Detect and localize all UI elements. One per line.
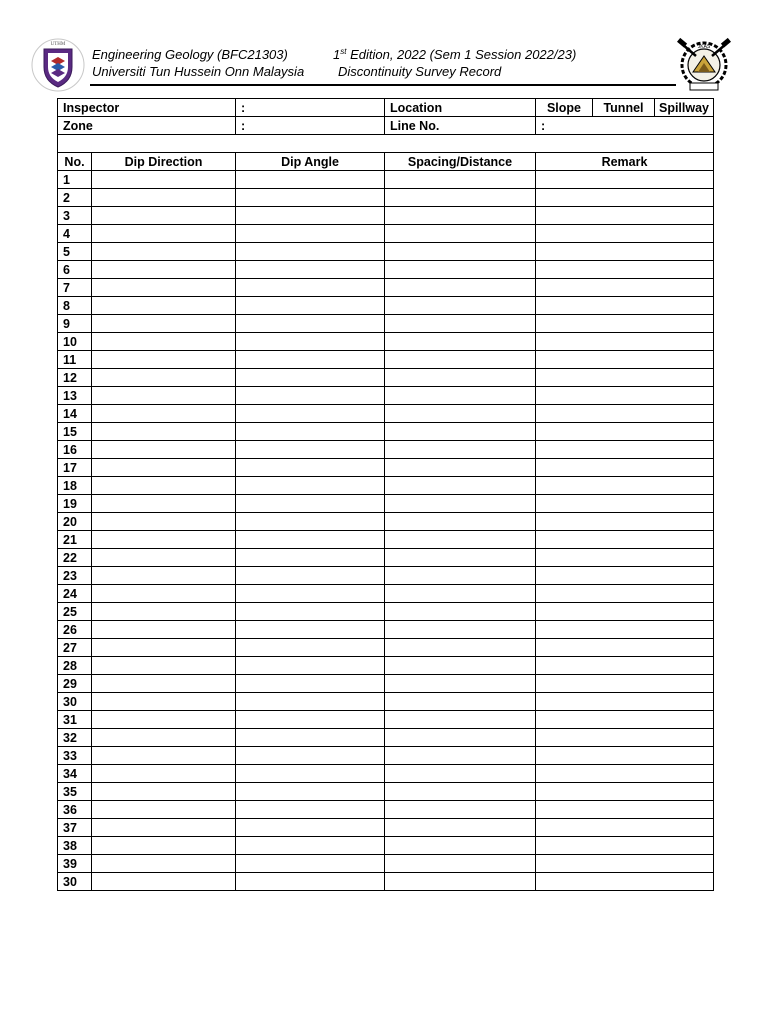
dip-direction-cell[interactable] (92, 405, 236, 423)
header-rule (90, 84, 676, 86)
table-row (58, 279, 714, 297)
spacing-cell[interactable] (385, 207, 536, 225)
dip-angle-cell[interactable] (236, 657, 385, 675)
remark-cell[interactable] (536, 189, 714, 207)
spacing-cell[interactable] (385, 747, 536, 765)
spacing-cell[interactable] (385, 567, 536, 585)
remark-cell[interactable] (536, 729, 714, 747)
table-row (58, 765, 714, 783)
dip-direction-cell[interactable] (92, 495, 236, 513)
dip-angle-cell[interactable] (236, 333, 385, 351)
row-number: 15 (58, 423, 92, 441)
dip-angle-cell[interactable] (236, 873, 385, 891)
remark-cell[interactable] (536, 333, 714, 351)
dip-angle-cell[interactable] (236, 243, 385, 261)
dip-direction-cell[interactable] (92, 783, 236, 801)
spacing-cell[interactable] (385, 765, 536, 783)
remark-cell[interactable] (536, 387, 714, 405)
info-table (57, 98, 714, 152)
row-number: 13 (58, 387, 92, 405)
spacing-cell[interactable] (385, 243, 536, 261)
remark-cell[interactable] (536, 873, 714, 891)
svg-text:UTHM: UTHM (50, 42, 66, 47)
dip-direction-cell[interactable] (92, 657, 236, 675)
remark-cell[interactable] (536, 369, 714, 387)
remark-cell[interactable] (536, 639, 714, 657)
survey-table (57, 152, 714, 891)
dip-direction-cell[interactable] (92, 243, 236, 261)
row-number: 31 (58, 711, 92, 729)
dip-angle-cell[interactable] (236, 729, 385, 747)
dip-angle-cell[interactable] (236, 639, 385, 657)
spacing-cell[interactable] (385, 279, 536, 297)
col-dip-direction-header: Dip Direction (92, 153, 236, 171)
remark-cell[interactable] (536, 279, 714, 297)
table-row (58, 225, 714, 243)
remark-cell[interactable] (536, 243, 714, 261)
dip-angle-cell[interactable] (236, 315, 385, 333)
table-row (58, 549, 714, 567)
row-number: 4 (58, 225, 92, 243)
dip-direction-cell[interactable] (92, 567, 236, 585)
remark-cell[interactable] (536, 225, 714, 243)
spacing-cell[interactable] (385, 369, 536, 387)
line-no-field[interactable]: : (536, 117, 714, 135)
spacing-cell[interactable] (385, 855, 536, 873)
row-number: 14 (58, 405, 92, 423)
row-number: 30 (58, 693, 92, 711)
remark-cell[interactable] (536, 207, 714, 225)
table-row (58, 369, 714, 387)
dip-direction-cell[interactable] (92, 693, 236, 711)
remark-cell[interactable] (536, 441, 714, 459)
row-number: 17 (58, 459, 92, 477)
dip-angle-cell[interactable] (236, 261, 385, 279)
dip-direction-cell[interactable] (92, 225, 236, 243)
row-number: 22 (58, 549, 92, 567)
table-row (58, 477, 714, 495)
row-number: 24 (58, 585, 92, 603)
remark-cell[interactable] (536, 783, 714, 801)
survey-header-row (58, 153, 714, 171)
dip-angle-cell[interactable] (236, 477, 385, 495)
remark-cell[interactable] (536, 567, 714, 585)
line-no-label: Line No. (385, 117, 536, 135)
remark-cell[interactable] (536, 675, 714, 693)
dip-angle-cell[interactable] (236, 819, 385, 837)
dip-direction-cell[interactable] (92, 639, 236, 657)
row-number: 33 (58, 747, 92, 765)
uthm-logo (30, 37, 86, 95)
spacing-cell[interactable] (385, 297, 536, 315)
dip-direction-cell[interactable] (92, 819, 236, 837)
dip-angle-cell[interactable] (236, 441, 385, 459)
row-number: 11 (58, 351, 92, 369)
dip-direction-cell[interactable] (92, 189, 236, 207)
row-number: 12 (58, 369, 92, 387)
remark-cell[interactable] (536, 747, 714, 765)
dip-angle-cell[interactable] (236, 207, 385, 225)
course-name: Engineering Geology (BFC21303) (92, 47, 288, 62)
dip-angle-cell[interactable] (236, 351, 385, 369)
dip-angle-cell[interactable] (236, 495, 385, 513)
dip-angle-cell[interactable] (236, 855, 385, 873)
table-row (58, 207, 714, 225)
dip-angle-cell[interactable] (236, 837, 385, 855)
dip-direction-cell[interactable] (92, 261, 236, 279)
remark-cell[interactable] (536, 585, 714, 603)
table-row (58, 567, 714, 585)
remark-cell[interactable] (536, 423, 714, 441)
table-row (58, 405, 714, 423)
row-number: 10 (58, 333, 92, 351)
table-row (58, 819, 714, 837)
row-number: 25 (58, 603, 92, 621)
spacing-cell[interactable] (385, 693, 536, 711)
row-number: 36 (58, 801, 92, 819)
remark-cell[interactable] (536, 513, 714, 531)
row-number: 3 (58, 207, 92, 225)
table-row (58, 459, 714, 477)
dip-angle-cell[interactable] (236, 567, 385, 585)
row-number: 21 (58, 531, 92, 549)
table-row (58, 855, 714, 873)
spacing-cell[interactable] (385, 837, 536, 855)
table-row (58, 801, 714, 819)
col-dip-angle-header: Dip Angle (236, 153, 385, 171)
table-row (58, 657, 714, 675)
spacing-cell[interactable] (385, 405, 536, 423)
inspector-label: Inspector (58, 99, 236, 117)
dip-direction-cell[interactable] (92, 207, 236, 225)
spacing-cell[interactable] (385, 513, 536, 531)
dip-angle-cell[interactable] (236, 801, 385, 819)
spacing-cell[interactable] (385, 423, 536, 441)
dip-angle-cell[interactable] (236, 603, 385, 621)
row-number: 7 (58, 279, 92, 297)
remark-cell[interactable] (536, 315, 714, 333)
dip-direction-cell[interactable] (92, 423, 236, 441)
row-number: 35 (58, 783, 92, 801)
dip-direction-cell[interactable] (92, 585, 236, 603)
dip-direction-cell[interactable] (92, 765, 236, 783)
table-row (58, 243, 714, 261)
page-header (0, 0, 768, 95)
row-number: 20 (58, 513, 92, 531)
dip-angle-cell[interactable] (236, 459, 385, 477)
form-title: Discontinuity Survey Record (338, 64, 502, 79)
row-number: 29 (58, 675, 92, 693)
dip-direction-cell[interactable] (92, 351, 236, 369)
dip-angle-cell[interactable] (236, 297, 385, 315)
row-number: 39 (58, 855, 92, 873)
dip-direction-cell[interactable] (92, 801, 236, 819)
dip-angle-cell[interactable] (236, 531, 385, 549)
dip-angle-cell[interactable] (236, 693, 385, 711)
remark-cell[interactable] (536, 261, 714, 279)
table-row (58, 639, 714, 657)
col-remark-header: Remark (536, 153, 714, 171)
remark-cell[interactable] (536, 603, 714, 621)
table-row (58, 783, 714, 801)
dip-direction-cell[interactable] (92, 279, 236, 297)
table-row (58, 873, 714, 891)
table-row (58, 747, 714, 765)
dip-direction-cell[interactable] (92, 333, 236, 351)
row-number: 19 (58, 495, 92, 513)
table-row (58, 495, 714, 513)
remark-cell[interactable] (536, 297, 714, 315)
dip-angle-cell[interactable] (236, 585, 385, 603)
remark-cell[interactable] (536, 819, 714, 837)
spacing-cell[interactable] (385, 333, 536, 351)
remark-cell[interactable] (536, 765, 714, 783)
spacing-cell[interactable] (385, 711, 536, 729)
dip-direction-cell[interactable] (92, 369, 236, 387)
remark-cell[interactable] (536, 657, 714, 675)
row-number: 28 (58, 657, 92, 675)
dip-direction-cell[interactable] (92, 603, 236, 621)
dip-direction-cell[interactable] (92, 441, 236, 459)
survey-rows (58, 171, 714, 891)
remark-cell[interactable] (536, 495, 714, 513)
dip-angle-cell[interactable] (236, 783, 385, 801)
remark-cell[interactable] (536, 477, 714, 495)
edition-text: 1st Edition, 2022 (Sem 1 Session 2022/23) (333, 47, 577, 62)
dip-direction-cell[interactable] (92, 855, 236, 873)
spacing-cell[interactable] (385, 225, 536, 243)
dip-direction-cell[interactable] (92, 549, 236, 567)
table-row (58, 531, 714, 549)
dip-direction-cell[interactable] (92, 477, 236, 495)
spacing-cell[interactable] (385, 459, 536, 477)
dip-angle-cell[interactable] (236, 387, 385, 405)
row-number: 32 (58, 729, 92, 747)
spacing-cell[interactable] (385, 531, 536, 549)
location-label: Location (385, 99, 536, 117)
dip-direction-cell[interactable] (92, 747, 236, 765)
spacing-cell[interactable] (385, 387, 536, 405)
dip-direction-cell[interactable] (92, 711, 236, 729)
table-row (58, 585, 714, 603)
table-row (58, 387, 714, 405)
table-row (58, 423, 714, 441)
department-logo (676, 36, 732, 94)
table-row (58, 837, 714, 855)
spacing-cell[interactable] (385, 477, 536, 495)
option-tunnel[interactable]: Tunnel (593, 99, 655, 117)
table-row (58, 189, 714, 207)
remark-cell[interactable] (536, 405, 714, 423)
remark-cell[interactable] (536, 531, 714, 549)
inspector-field[interactable]: : (236, 99, 385, 117)
row-number: 30 (58, 873, 92, 891)
table-row (58, 675, 714, 693)
dip-angle-cell[interactable] (236, 225, 385, 243)
row-number: 26 (58, 621, 92, 639)
row-number: 34 (58, 765, 92, 783)
table-row (58, 171, 714, 189)
university-name: Universiti Tun Hussein Onn Malaysia (92, 64, 305, 79)
dip-angle-cell[interactable] (236, 621, 385, 639)
row-number: 18 (58, 477, 92, 495)
option-slope[interactable]: Slope (536, 99, 593, 117)
dip-angle-cell[interactable] (236, 765, 385, 783)
table-row (58, 729, 714, 747)
remark-cell[interactable] (536, 549, 714, 567)
spacing-cell[interactable] (385, 729, 536, 747)
spacing-cell[interactable] (385, 783, 536, 801)
dip-angle-cell[interactable] (236, 675, 385, 693)
dip-angle-cell[interactable] (236, 171, 385, 189)
dip-direction-cell[interactable] (92, 459, 236, 477)
dip-angle-cell[interactable] (236, 747, 385, 765)
spacing-cell[interactable] (385, 819, 536, 837)
remark-cell[interactable] (536, 351, 714, 369)
row-number: 16 (58, 441, 92, 459)
remark-cell[interactable] (536, 693, 714, 711)
dip-direction-cell[interactable] (92, 315, 236, 333)
dip-direction-cell[interactable] (92, 531, 236, 549)
remark-cell[interactable] (536, 621, 714, 639)
dip-direction-cell[interactable] (92, 513, 236, 531)
row-number: 2 (58, 189, 92, 207)
row-number: 9 (58, 315, 92, 333)
spacing-cell[interactable] (385, 189, 536, 207)
table-row (58, 261, 714, 279)
row-number: 38 (58, 837, 92, 855)
remark-cell[interactable] (536, 801, 714, 819)
row-number: 1 (58, 171, 92, 189)
table-row (58, 351, 714, 369)
dip-angle-cell[interactable] (236, 279, 385, 297)
remark-cell[interactable] (536, 459, 714, 477)
dip-angle-cell[interactable] (236, 369, 385, 387)
row-number: 8 (58, 297, 92, 315)
spacing-cell[interactable] (385, 801, 536, 819)
row-number: 23 (58, 567, 92, 585)
dip-angle-cell[interactable] (236, 513, 385, 531)
remark-cell[interactable] (536, 855, 714, 873)
dip-angle-cell[interactable] (236, 423, 385, 441)
spacing-cell[interactable] (385, 441, 536, 459)
spacing-cell[interactable] (385, 603, 536, 621)
spacing-cell[interactable] (385, 261, 536, 279)
spacing-cell[interactable] (385, 675, 536, 693)
dip-angle-cell[interactable] (236, 189, 385, 207)
table-row (58, 441, 714, 459)
table-row (58, 315, 714, 333)
dip-direction-cell[interactable] (92, 621, 236, 639)
spacing-cell[interactable] (385, 873, 536, 891)
remark-cell[interactable] (536, 837, 714, 855)
zone-field[interactable]: : (236, 117, 385, 135)
dip-direction-cell[interactable] (92, 873, 236, 891)
dip-angle-cell[interactable] (236, 549, 385, 567)
dip-direction-cell[interactable] (92, 729, 236, 747)
table-row (58, 711, 714, 729)
dip-angle-cell[interactable] (236, 405, 385, 423)
row-number: 27 (58, 639, 92, 657)
row-number: 6 (58, 261, 92, 279)
spacing-cell[interactable] (385, 657, 536, 675)
spacing-cell[interactable] (385, 171, 536, 189)
col-spacing-header: Spacing/Distance (385, 153, 536, 171)
remark-cell[interactable] (536, 711, 714, 729)
spacer-row (58, 135, 714, 153)
dip-direction-cell[interactable] (92, 171, 236, 189)
dip-direction-cell[interactable] (92, 837, 236, 855)
remark-cell[interactable] (536, 171, 714, 189)
row-number: 5 (58, 243, 92, 261)
dip-direction-cell[interactable] (92, 387, 236, 405)
spacing-cell[interactable] (385, 639, 536, 657)
table-row (58, 513, 714, 531)
col-no-header: No. (58, 153, 92, 171)
row-number: 37 (58, 819, 92, 837)
table-row (58, 297, 714, 315)
spacing-cell[interactable] (385, 585, 536, 603)
spacing-cell[interactable] (385, 351, 536, 369)
table-row (58, 603, 714, 621)
option-spillway[interactable]: Spillway (655, 99, 714, 117)
spacing-cell[interactable] (385, 549, 536, 567)
zone-label: Zone (58, 117, 236, 135)
dip-direction-cell[interactable] (92, 297, 236, 315)
spacing-cell[interactable] (385, 495, 536, 513)
dip-direction-cell[interactable] (92, 675, 236, 693)
table-row (58, 693, 714, 711)
spacing-cell[interactable] (385, 621, 536, 639)
dip-angle-cell[interactable] (236, 711, 385, 729)
table-row (58, 621, 714, 639)
spacing-cell[interactable] (385, 315, 536, 333)
svg-text:JKAS: JKAS (697, 44, 711, 50)
table-row (58, 333, 714, 351)
